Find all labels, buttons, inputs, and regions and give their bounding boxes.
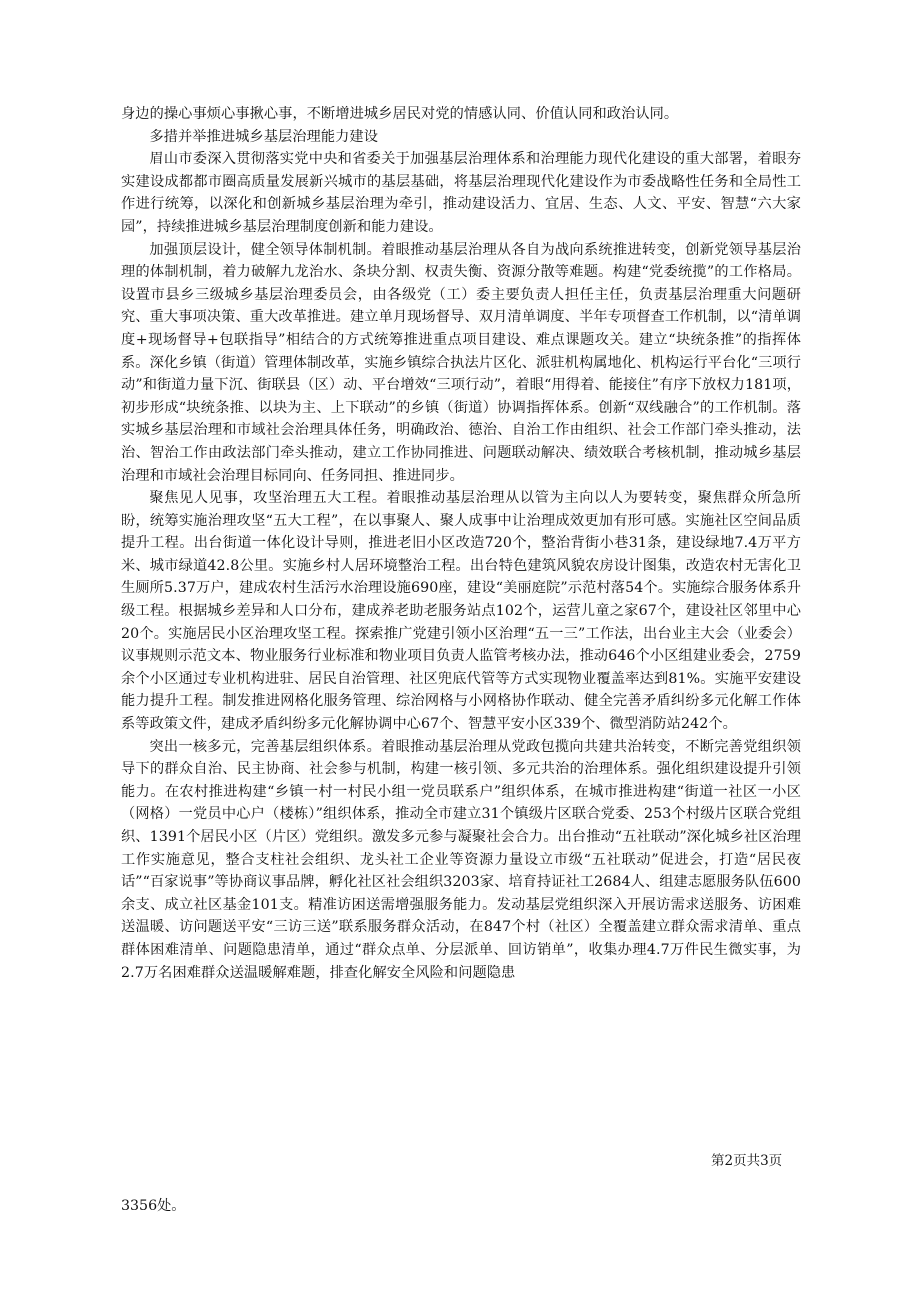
document-body	[121, 103, 801, 984]
page-number-footer: 第2页共3页	[711, 1153, 783, 1169]
paragraph-top-level-design: 加强顶层设计，健全领导体制机制。着眼推动基层治理从各自为战向系统推进转变，创新党领导基层治理的体制机制，着力破解九龙治水、条块分割、权责失衡、资源分散等难题。构建“党委统揽”的工作格局。设置市县乡三级城乡基层治理委员会，由各级党（工）委主要负责人担任主任，负责基层治理重大问题研究、重大事项决策、重大改革推进。建立单月现场督导、双月清单调度、半年专项督查工作机制，以“清单调度+现场督导+包联指导”相结合的方式统筹推进重点项目建设、难点课题攻关。建立“块统条推”的指挥体系。深化乡镇（街道）管理体制改革，实施乡镇综合执法片区化、派驻机构属地化、机构运行平台化“三项行动”和街道力量下沉、街联县（区）动、平台增效“三项行动”，着眼“用得着、能接住”有序下放权力181项，初步形成“块统条推、以块为主、上下联动”的乡镇（街道）协调指挥体系。创新“双线融合”的工作机制。落实城乡基层治理和市域社会治理具体任务，明确政治、德治、自治工作由组织、社会工作部门牵头推动，法治、智治工作由政法部门牵头推动，建立工作协同推进、问题联动解决、绩效联合考核机制，推动城乡基层治理和市域社会治理目标同向、任务同担、推进同步。	[121, 241, 801, 484]
section-heading: 多措并举推进城乡基层治理能力建设	[149, 128, 378, 145]
paragraph-intro-tail: 身边的操心事烦心事揪心事，不断增进城乡居民对党的情感认同、价值认同和政治认同。	[121, 106, 679, 122]
paragraph-overview: 眉山市委深入贯彻落实党中央和省委关于加强基层治理体系和治理能力现代化建设的重大部署，着眼夯实建设成都都市圈高质量发展新兴城市的基层基础，将基层治理现代化建设作为市委战略性任务和全局性工作进行统筹，以深化和创新城乡基层治理为牵引，推动建设活力、宜居、生态、人文、平安、智慧“六大家园”，持续推进城乡基层治理制度创新和能力建设。	[121, 151, 801, 235]
paragraph-organization-system: 突出一核多元，完善基层组织体系。着眼推动基层治理从党政包揽向共建共治转变，不断完善党组织领导下的群众自治、民主协商、社会参与机制，构建一核引领、多元共治的治理体系。强化组织建设提升引领能力。在农村推进构建“乡镇一村一村民小组一党员联系户”组织体系，在城市推进构建“街道一社区一小区（网格）一党员中心户（楼栋）”组织体系，推动全市建立31个镇级片区联合党委、253个村级片区联合党组织、1391个居民小区（片区）党组织。激发多元参与凝聚社会合力。出台推动“五社联动”深化城乡社区治理工作实施意见，整合支柱社会组织、龙头社工企业等资源力量设立市级“五社联动”促进会，打造“居民夜话”“百家说事”等协商议事品牌，孵化社区社会组织3203家、培育持证社工2684人、组建志愿服务队伍600余支、成立社区基金101支。精准访困送需增强服务能力。发动基层党组织深入开展访需求送服务、访困难送温暖、访问题送平安“三访三送”联系服务群众活动，在847个村（社区）全覆盖建立群众需求清单、重点群体困难清单、问题隐患清单，通过“群众点单、分层派单、回访销单”，收集办理4.7万件民生微实事，为2.7万名困难群众送温暖解难题，排查化解安全风险和问题隐患	[121, 738, 801, 981]
next-page-text: 3356处。	[121, 1198, 186, 1214]
paragraph-five-projects: 聚焦见人见事，攻坚治理五大工程。着眼推动基层治理从以管为主向以人为要转变，聚焦群众所急所盼，统筹实施治理攻坚“五大工程”，在以事聚人、聚人成事中让治理成效更加有形可感。实施社区空间品质提升工程。出台街道一体化设计导则，推进老旧小区改造720个，整治背街小巷31条，建设绿地7.4万平方米、城市绿道42.8公里。实施乡村人居环境整治工程。出台特色建筑风貌农房设计图集，改造农村无害化卫生厕所5.37万户，建成农村生活污水治理设施690座，建设“美丽庭院”示范村落54个。实施综合服务体系升级工程。根据城乡差异和人口分布，建成养老助老服务站点102个，运营儿童之家67个，建设社区邻里中心20个。实施居民小区治理攻坚工程。探索推广党建引领小区治理“五一三”工作法，出台业主大会（业委会）议事规则示范文本、物业服务行业标准和物业项目负责人监管考核办法，推动646个小区组建业委会，2759余个小区通过专业机构进驻、居民自治管理、社区兜底代管等方式实现物业覆盖率达到81%。实施平安建设能力提升工程。制发推进网格化服务管理、综治网格与小网格协作联动、健全完善矛盾纠纷多元化解工作体系等政策文件，建成矛盾纠纷多元化解协调中心67个、智慧平安小区339个、微型消防站242个。	[121, 490, 801, 733]
